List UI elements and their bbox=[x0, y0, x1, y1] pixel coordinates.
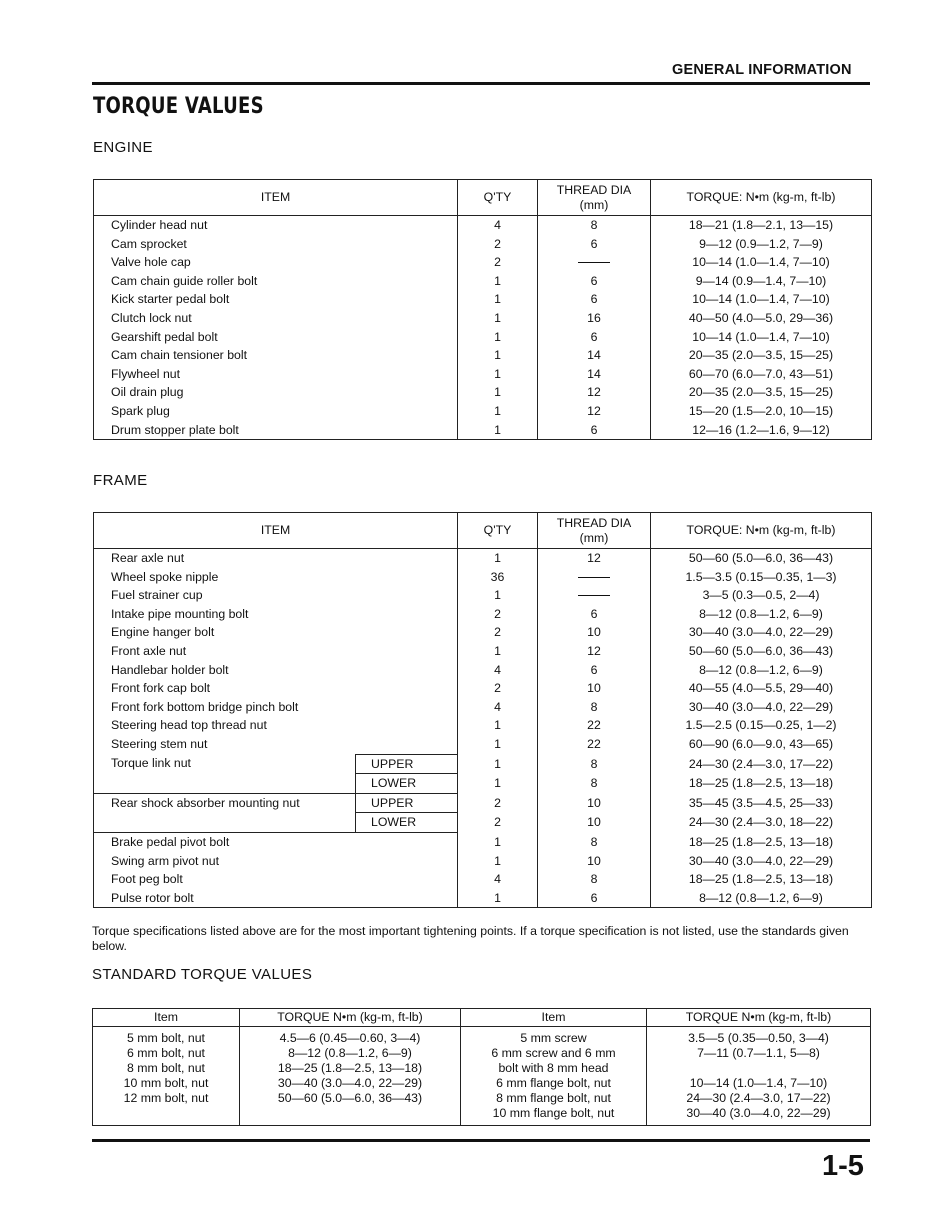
thread-cell: 12 bbox=[538, 402, 651, 421]
qty-cell: 2 bbox=[458, 793, 538, 813]
table-row bbox=[94, 290, 872, 309]
col-qty: Q'TY bbox=[458, 513, 538, 549]
thread-cell: 12 bbox=[538, 383, 651, 402]
thread-cell: 14 bbox=[538, 365, 651, 384]
torque-note: Torque specifications listed above are for the most important tightening points. If a torque specification is not listed, use the standards given below. bbox=[92, 924, 849, 953]
standard-heading: STANDARD TORQUE VALUES bbox=[92, 966, 313, 983]
position-cell: LOWER bbox=[356, 813, 458, 833]
position-cell: UPPER bbox=[356, 793, 458, 813]
thread-cell: 22 bbox=[538, 716, 651, 735]
table-row bbox=[94, 549, 872, 568]
table-row bbox=[94, 421, 872, 440]
col-thread-dia bbox=[538, 180, 651, 216]
item-cell: Steering head top thread nut bbox=[94, 716, 458, 735]
qty-cell: 4 bbox=[458, 661, 538, 680]
table-row bbox=[94, 253, 872, 272]
qty-cell: 1 bbox=[458, 309, 538, 328]
thread-cell: 6 bbox=[538, 605, 651, 624]
torque-cell: 1.5—2.5 (0.15—0.25, 1—2) bbox=[651, 716, 872, 735]
qty-cell: 1 bbox=[458, 328, 538, 347]
qty-cell: 1 bbox=[458, 642, 538, 661]
table-row bbox=[94, 793, 872, 813]
item-cell: Handlebar holder bolt bbox=[94, 661, 458, 680]
torque-cell: 18—21 (1.8—2.1, 13—15) bbox=[651, 216, 872, 235]
thread-cell: 6 bbox=[538, 272, 651, 291]
qty-cell: 1 bbox=[458, 735, 538, 754]
qty-cell: 2 bbox=[458, 679, 538, 698]
not-applicable-dash bbox=[578, 577, 610, 578]
item-cell: Front axle nut bbox=[94, 642, 458, 661]
col-item: ITEM bbox=[94, 180, 458, 216]
fastener-item: 12 mm bolt, nut bbox=[123, 1091, 209, 1105]
thread-cell: 10 bbox=[538, 623, 651, 642]
table-row bbox=[94, 852, 872, 871]
engine-heading: ENGINE bbox=[93, 139, 153, 156]
standard-torque-table bbox=[92, 1008, 871, 1126]
qty-cell: 1 bbox=[458, 365, 538, 384]
table-row bbox=[94, 661, 872, 680]
col-item: ITEM bbox=[94, 513, 458, 549]
qty-cell: 1 bbox=[458, 272, 538, 291]
item-cell: Cylinder head nut bbox=[94, 216, 458, 235]
table-row bbox=[94, 642, 872, 661]
thread-cell: 6 bbox=[538, 889, 651, 908]
qty-cell: 4 bbox=[458, 216, 538, 235]
item-cell: Cam chain tensioner bolt bbox=[94, 346, 458, 365]
torque-cell: 18—25 (1.8—2.5, 13—18) bbox=[651, 832, 872, 851]
torque-cell: 8—12 (0.8—1.2, 6—9) bbox=[651, 605, 872, 624]
thread-cell: 12 bbox=[538, 642, 651, 661]
item-cell: Oil drain plug bbox=[94, 383, 458, 402]
top-rule bbox=[92, 82, 870, 85]
torque-cell: 3—5 (0.3—0.5, 2—4) bbox=[651, 586, 872, 605]
not-applicable-dash bbox=[578, 595, 610, 596]
torque-cell: 18—25 (1.8—2.5, 13—18) bbox=[651, 774, 872, 794]
thread-cell bbox=[538, 253, 651, 272]
qty-cell: 1 bbox=[458, 346, 538, 365]
torque-cell: 8—12 (0.8—1.2, 6—9) bbox=[651, 889, 872, 908]
item-cell: Fuel strainer cup bbox=[94, 586, 458, 605]
thread-cell: 6 bbox=[538, 328, 651, 347]
item-cell: Steering stem nut bbox=[94, 735, 458, 754]
table-row bbox=[94, 346, 872, 365]
item-cell: Rear shock absorber mounting nut bbox=[94, 793, 356, 832]
thread-cell: 6 bbox=[538, 661, 651, 680]
table-row bbox=[94, 402, 872, 421]
torque-value: 4.5—6 (0.45—0.60, 3—4) bbox=[279, 1031, 421, 1045]
qty-cell: 1 bbox=[458, 754, 538, 774]
col-thread-dia-unit: (mm) bbox=[579, 530, 609, 545]
torque-cell: 50—60 (5.0—6.0, 36—43) bbox=[651, 642, 872, 661]
item-cell: Foot peg bolt bbox=[94, 870, 458, 889]
torque-cell: 20—35 (2.0—3.5, 15—25) bbox=[651, 383, 872, 402]
qty-cell: 1 bbox=[458, 421, 538, 440]
torque-value: 50—60 (5.0—6.0, 36—43) bbox=[277, 1091, 423, 1105]
fastener-item: 8 mm bolt, nut bbox=[127, 1061, 205, 1075]
qty-cell: 1 bbox=[458, 774, 538, 794]
table-row bbox=[94, 889, 872, 908]
qty-cell: 2 bbox=[458, 623, 538, 642]
col-torque-left: TORQUE N•m (kg-m, ft-lb) bbox=[240, 1009, 461, 1027]
torque-cell: 50—60 (5.0—6.0, 36—43) bbox=[651, 549, 872, 568]
table-row bbox=[94, 870, 872, 889]
fastener-item: bolt with 8 mm head bbox=[498, 1061, 609, 1075]
torque-cell: 10—14 (1.0—1.4, 7—10) bbox=[651, 328, 872, 347]
bottom-rule bbox=[92, 1139, 870, 1142]
col-thread-dia bbox=[538, 513, 651, 549]
item-cell: Gearshift pedal bolt bbox=[94, 328, 458, 347]
thread-cell: 6 bbox=[538, 290, 651, 309]
col-torque: TORQUE: N•m (kg-m, ft-lb) bbox=[651, 180, 872, 216]
item-cell: Swing arm pivot nut bbox=[94, 852, 458, 871]
thread-cell: 12 bbox=[538, 549, 651, 568]
item-cell: Torque link nut bbox=[94, 754, 356, 793]
qty-cell: 4 bbox=[458, 870, 538, 889]
qty-cell: 1 bbox=[458, 549, 538, 568]
torque-cell: 60—90 (6.0—9.0, 43—65) bbox=[651, 735, 872, 754]
table-row bbox=[94, 568, 872, 587]
thread-cell: 10 bbox=[538, 813, 651, 833]
col-torque: TORQUE: N•m (kg-m, ft-lb) bbox=[651, 513, 872, 549]
frame-torque-table bbox=[93, 512, 872, 908]
torque-cell: 40—55 (4.0—5.5, 29—40) bbox=[651, 679, 872, 698]
engine-torque-table bbox=[93, 179, 872, 440]
item-cell: Cam chain guide roller bolt bbox=[94, 272, 458, 291]
item-cell: Front fork bottom bridge pinch bolt bbox=[94, 698, 458, 717]
fastener-item: 6 mm bolt, nut bbox=[127, 1046, 205, 1060]
page-title: TORQUE VALUES bbox=[93, 94, 264, 119]
fastener-item: 5 mm screw bbox=[520, 1031, 587, 1045]
right-items-cell bbox=[461, 1027, 647, 1126]
torque-cell: 10—14 (1.0—1.4, 7—10) bbox=[651, 290, 872, 309]
qty-cell: 1 bbox=[458, 402, 538, 421]
fastener-item: 6 mm screw and 6 mm bbox=[491, 1046, 616, 1060]
torque-cell: 9—12 (0.9—1.2, 7—9) bbox=[651, 235, 872, 254]
table-row bbox=[94, 716, 872, 735]
standard-body-row bbox=[93, 1027, 871, 1126]
table-row bbox=[94, 754, 872, 774]
table-header-row bbox=[93, 1009, 871, 1027]
item-cell: Drum stopper plate bolt bbox=[94, 421, 458, 440]
thread-cell: 8 bbox=[538, 216, 651, 235]
qty-cell: 2 bbox=[458, 235, 538, 254]
thread-cell: 16 bbox=[538, 309, 651, 328]
item-cell: Flywheel nut bbox=[94, 365, 458, 384]
thread-cell: 8 bbox=[538, 870, 651, 889]
thread-cell: 6 bbox=[538, 421, 651, 440]
left-items-cell bbox=[93, 1027, 240, 1126]
table-row bbox=[94, 272, 872, 291]
thread-cell bbox=[538, 586, 651, 605]
torque-value: 7—11 (0.7—1.1, 5—8) bbox=[697, 1046, 820, 1060]
thread-cell: 22 bbox=[538, 735, 651, 754]
thread-cell: 8 bbox=[538, 832, 651, 851]
torque-cell: 1.5—3.5 (0.15—0.35, 1—3) bbox=[651, 568, 872, 587]
fastener-item: 6 mm flange bolt, nut bbox=[496, 1076, 611, 1090]
torque-cell: 30—40 (3.0—4.0, 22—29) bbox=[651, 623, 872, 642]
torque-value: 3.5—5 (0.35—0.50, 3—4) bbox=[688, 1031, 829, 1045]
item-cell: Spark plug bbox=[94, 402, 458, 421]
torque-cell: 24—30 (2.4—3.0, 17—22) bbox=[651, 754, 872, 774]
right-torques-cell bbox=[647, 1027, 871, 1126]
col-thread-dia-label: THREAD DIA bbox=[556, 182, 632, 197]
table-row bbox=[94, 328, 872, 347]
torque-value: 18—25 (1.8—2.5, 13—18) bbox=[277, 1061, 423, 1075]
thread-cell: 8 bbox=[538, 698, 651, 717]
torque-value: 24—30 (2.4—3.0, 17—22) bbox=[686, 1091, 831, 1105]
qty-cell: 2 bbox=[458, 813, 538, 833]
table-row bbox=[94, 383, 872, 402]
thread-cell: 8 bbox=[538, 774, 651, 794]
torque-cell: 24—30 (2.4—3.0, 18—22) bbox=[651, 813, 872, 833]
item-cell: Engine hanger bolt bbox=[94, 623, 458, 642]
qty-cell: 2 bbox=[458, 253, 538, 272]
qty-cell: 4 bbox=[458, 698, 538, 717]
item-cell: Pulse rotor bolt bbox=[94, 889, 458, 908]
torque-cell: 12—16 (1.2—1.6, 9—12) bbox=[651, 421, 872, 440]
item-cell: Wheel spoke nipple bbox=[94, 568, 458, 587]
torque-cell: 60—70 (6.0—7.0, 43—51) bbox=[651, 365, 872, 384]
position-cell: UPPER bbox=[356, 754, 458, 774]
torque-cell: 30—40 (3.0—4.0, 22—29) bbox=[651, 698, 872, 717]
qty-cell: 1 bbox=[458, 383, 538, 402]
table-row bbox=[94, 623, 872, 642]
torque-cell: 20—35 (2.0—3.5, 15—25) bbox=[651, 346, 872, 365]
item-cell: Intake pipe mounting bolt bbox=[94, 605, 458, 624]
col-torque-right: TORQUE N•m (kg-m, ft-lb) bbox=[647, 1009, 871, 1027]
table-header-row bbox=[94, 180, 872, 216]
torque-value bbox=[647, 1061, 870, 1076]
item-cell: Cam sprocket bbox=[94, 235, 458, 254]
thread-cell: 14 bbox=[538, 346, 651, 365]
torque-value: 8—12 (0.8—1.2, 6—9) bbox=[288, 1046, 412, 1060]
torque-value: 10—14 (1.0—1.4, 7—10) bbox=[689, 1076, 828, 1090]
torque-cell: 35—45 (3.5—4.5, 25—33) bbox=[651, 793, 872, 813]
torque-value: 30—40 (3.0—4.0, 22—29) bbox=[277, 1076, 423, 1090]
table-header-row bbox=[94, 513, 872, 549]
qty-cell: 1 bbox=[458, 716, 538, 735]
qty-cell: 36 bbox=[458, 568, 538, 587]
qty-cell: 1 bbox=[458, 832, 538, 851]
col-thread-dia-label: THREAD DIA bbox=[556, 515, 632, 530]
torque-cell: 8—12 (0.8—1.2, 6—9) bbox=[651, 661, 872, 680]
table-row bbox=[94, 679, 872, 698]
thread-cell: 10 bbox=[538, 793, 651, 813]
table-row bbox=[94, 586, 872, 605]
thread-cell: 10 bbox=[538, 852, 651, 871]
qty-cell: 1 bbox=[458, 586, 538, 605]
item-cell: Rear axle nut bbox=[94, 549, 458, 568]
qty-cell: 1 bbox=[458, 290, 538, 309]
qty-cell: 1 bbox=[458, 852, 538, 871]
qty-cell: 1 bbox=[458, 889, 538, 908]
fastener-item: 5 mm bolt, nut bbox=[127, 1031, 205, 1045]
table-row bbox=[94, 216, 872, 235]
col-item-right: Item bbox=[461, 1009, 647, 1027]
thread-cell bbox=[538, 568, 651, 587]
item-cell: Front fork cap bolt bbox=[94, 679, 458, 698]
table-row bbox=[94, 698, 872, 717]
torque-cell: 18—25 (1.8—2.5, 13—18) bbox=[651, 870, 872, 889]
item-cell: Clutch lock nut bbox=[94, 309, 458, 328]
torque-cell: 9—14 (0.9—1.4, 7—10) bbox=[651, 272, 872, 291]
table-row bbox=[94, 832, 872, 851]
thread-cell: 8 bbox=[538, 754, 651, 774]
not-applicable-dash bbox=[578, 262, 610, 263]
thread-cell: 6 bbox=[538, 235, 651, 254]
col-thread-dia-unit: (mm) bbox=[579, 197, 609, 212]
fastener-item: 10 mm flange bolt, nut bbox=[492, 1106, 615, 1120]
torque-value: 30—40 (3.0—4.0, 22—29) bbox=[686, 1106, 831, 1120]
torque-cell: 40—50 (4.0—5.0, 29—36) bbox=[651, 309, 872, 328]
item-cell: Brake pedal pivot bolt bbox=[94, 832, 458, 851]
fastener-item: 8 mm flange bolt, nut bbox=[496, 1091, 611, 1105]
torque-cell: 30—40 (3.0—4.0, 22—29) bbox=[651, 852, 872, 871]
col-qty: Q'TY bbox=[458, 180, 538, 216]
table-row bbox=[94, 365, 872, 384]
item-cell: Valve hole cap bbox=[94, 253, 458, 272]
item-cell: Kick starter pedal bolt bbox=[94, 290, 458, 309]
torque-cell: 15—20 (1.5—2.0, 10—15) bbox=[651, 402, 872, 421]
position-cell: LOWER bbox=[356, 774, 458, 794]
page-number: 1-5 bbox=[822, 1150, 864, 1182]
thread-cell: 10 bbox=[538, 679, 651, 698]
table-row bbox=[94, 605, 872, 624]
left-torques-cell bbox=[240, 1027, 461, 1126]
torque-cell: 10—14 (1.0—1.4, 7—10) bbox=[651, 253, 872, 272]
table-row bbox=[94, 235, 872, 254]
col-item-left: Item bbox=[93, 1009, 240, 1027]
qty-cell: 2 bbox=[458, 605, 538, 624]
fastener-item: 10 mm bolt, nut bbox=[123, 1076, 209, 1090]
table-row bbox=[94, 735, 872, 754]
section-header: GENERAL INFORMATION bbox=[672, 62, 852, 78]
table-row bbox=[94, 309, 872, 328]
frame-heading: FRAME bbox=[93, 472, 148, 489]
